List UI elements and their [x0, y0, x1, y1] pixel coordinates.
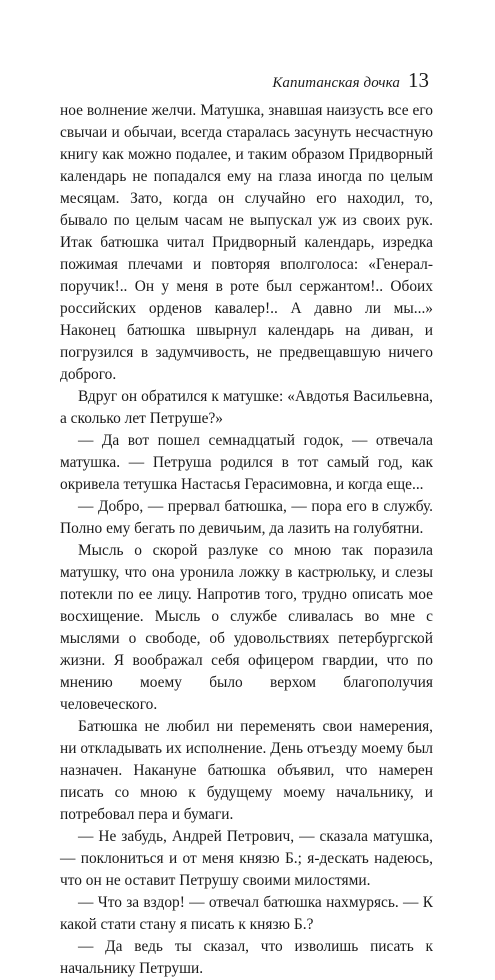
paragraph-9: — Да ведь ты сказал, что изволишь писать к начальнику Петруши. — [60, 938, 433, 977]
paragraph-8: — Что за вздор! — отвечал батюшка нахмурясь. — К какой стати стану я писать к князю Б.? — [60, 894, 433, 933]
paragraph-7: — Не забудь, Андрей Петрович, — сказала матушка, — поклониться и от меня князю Б.; я-дескать надеюсь, что он не оставит Петрушу своими милостями. — [60, 828, 433, 889]
body-text — [60, 100, 433, 980]
paragraph-2: Вдруг он обратился к матушке: «Авдотья Васильевна, а сколько лет Петруше?» — [60, 388, 433, 427]
page-number: 13 — [408, 68, 429, 92]
paragraph-3: — Да вот пошел семнадцатый годок, — отвечала матушка. — Петруша родился в тот самый год, как окривела тетушка Настасья Герасимовна, и когда еще... — [60, 432, 433, 493]
paragraph-4: — Добро, — прервал батюшка, — пора его в службу. Полно ему бегать по девичьим, да лазить на голубятни. — [60, 498, 433, 537]
paragraph-1: ное волнение желчи. Матушка, знавшая наизусть все его свычаи и обычаи, всегда старалась засунуть несчастную книгу как можно подалее, и таким образом Придворный календарь не попадался ему на глаза иногда по целым месяцам. Зато, когда он случайно его находил, то, бывало по целым часам не выпускал уж из своих рук. Итак батюшка читал Придворный календарь, изредка пожимая плечами и повторяя вполголоса: «Генерал-поручик!.. Он у меня в роте был сержантом!.. Обоих российских орденов кавалер!.. А давно ли мы...» Наконец батюшка швырнул календарь на диван, и погрузился в задумчивость, не предвещавшую ничего доброго. — [60, 102, 433, 383]
book-title: Капитанская дочка — [272, 75, 400, 91]
paragraph-5: Мысль о скорой разлуке со мною так поразила матушку, что она уронила ложку в кастрюльку, и слезы потекли по ее лицу. Напротив того, трудно описать мое восхищение. Мысль о службе сливалась во мне с мыслями о свободе, об удовольствиях петербургской жизни. Я воображал себя офицером гвардии, что по мнению моему было верхом благополучия человеческого. — [60, 542, 433, 713]
running-header — [272, 68, 429, 93]
paragraph-6: Батюшка не любил ни переменять свои намерения, ни откладывать их исполнение. День отъезду моему был назначен. Накануне батюшка объявил, что намерен писать со мною к будущему моему начальнику, и потребовал пера и бумаги. — [60, 718, 433, 823]
